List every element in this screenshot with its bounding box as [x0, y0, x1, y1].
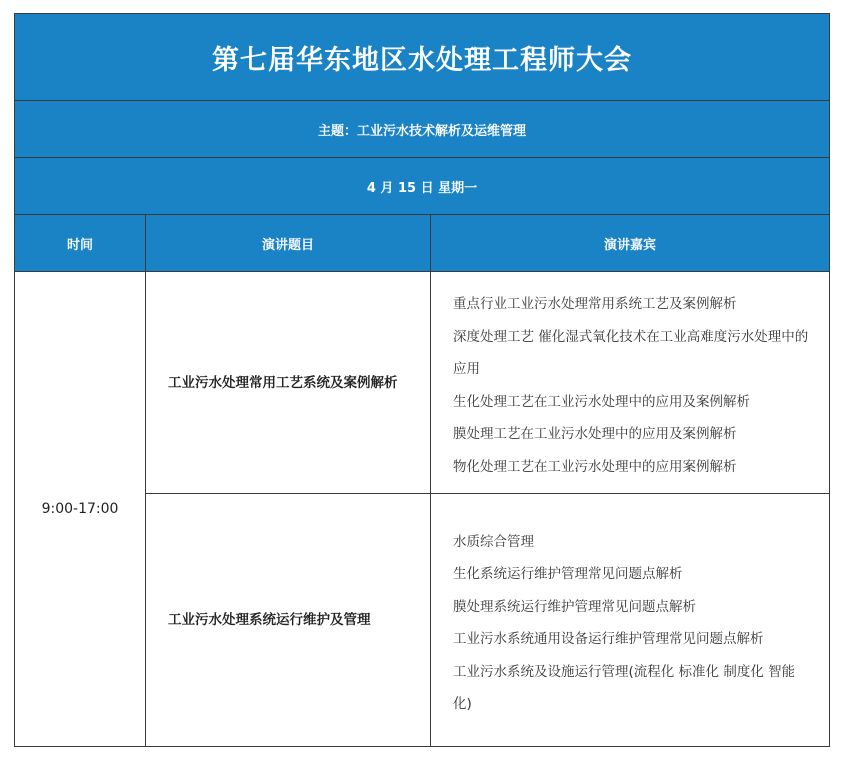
list-item: 物化处理工艺在工业污水处理中的应用案例解析 [453, 458, 737, 475]
list-item: 水质综合管理 [453, 533, 534, 550]
schedule-table [14, 13, 830, 747]
table-row [15, 272, 830, 494]
header-topic: 演讲题目 [146, 215, 431, 272]
conference-title: 第七届华东地区水处理工程师大会 [15, 14, 830, 101]
session-topic [146, 494, 431, 747]
list-item: 重点行业工业污水处理常用系统工艺及案例解析 [453, 296, 737, 312]
list-item: 生化处理工艺在工业污水处理中的应用及案例解析 [453, 393, 750, 410]
header-speaker: 演讲嘉宾 [431, 215, 830, 272]
speaker-list [431, 494, 830, 747]
speaker-list [431, 272, 830, 494]
header-time: 时间 [15, 215, 146, 272]
list-item: 工业污水系统及设施运行管理(流程化 标准化 制度化 智能化) [453, 663, 796, 712]
list-item: 膜处理系统运行维护管理常见问题点解析 [453, 598, 696, 615]
session-topic [146, 272, 431, 494]
conference-date: 4 月 15 日 星期一 [15, 158, 830, 215]
list-item: 工业污水系统通用设备运行维护管理常见问题点解析 [453, 631, 764, 647]
schedule-container [14, 13, 829, 747]
session-topic-text: 工业污水处理常用工艺系统及案例解析 [168, 374, 398, 391]
session-time: 9:00-17:00 [15, 272, 146, 747]
list-item: 深度处理工艺 催化湿式氧化技术在工业高难度污水处理中的应用 [453, 328, 809, 377]
session-topic-text: 工业污水处理系统运行维护及管理 [168, 612, 371, 628]
list-item: 生化系统运行维护管理常见问题点解析 [453, 566, 683, 582]
conference-theme: 主题：工业污水技术解析及运维管理 [15, 101, 830, 158]
list-item: 膜处理工艺在工业污水处理中的应用及案例解析 [453, 426, 737, 442]
